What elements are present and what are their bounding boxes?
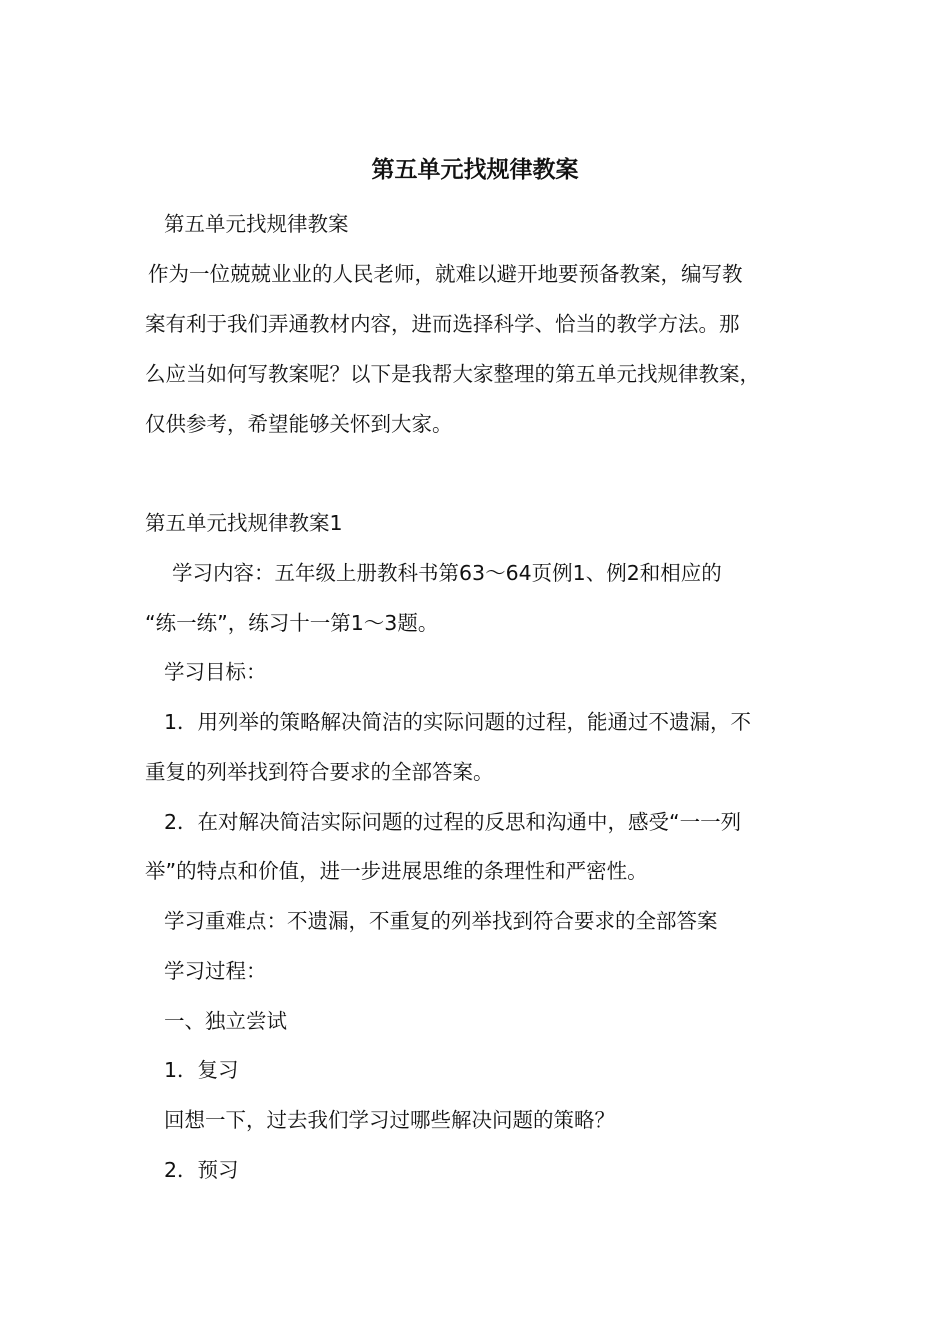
- document-title: 第五单元找规律教案: [371, 157, 579, 183]
- intro-line-2: 案有利于我们弄通教材内容，进而选择科学、恰当的教学方法。那: [145, 312, 740, 336]
- content-line-1: 学习内容：五年级上册教科书第63～64页例1、例2和相应的: [172, 561, 722, 585]
- intro-line-4: 仅供参考，希望能够关怀到大家。: [145, 412, 453, 436]
- key-points-line: 学习重难点：不遗漏，不重复的列举找到符合要求的全部答案: [164, 909, 718, 933]
- goal-2-line-1: 2．在对解决简洁实际问题的过程的反思和沟通中，感受“一一列: [164, 810, 742, 834]
- process-label: 学习过程：: [164, 959, 267, 983]
- intro-line-1: 作为一位兢兢业业的人民老师，就难以避开地要预备教案，编写教: [148, 262, 743, 286]
- section-heading: 第五单元找规律教案1: [145, 511, 343, 535]
- intro-line-3: 么应当如何写教案呢？以下是我帮大家整理的第五单元找规律教案，: [145, 362, 760, 386]
- goal-2-line-2: 举”的特点和价值，进一步进展思维的条理性和严密性。: [145, 859, 648, 883]
- content-line-2: “练一练”，练习十一第1～3题。: [145, 611, 439, 635]
- goals-label: 学习目标：: [164, 660, 267, 684]
- goal-1-line-2: 重复的列举找到符合要求的全部答案。: [145, 760, 494, 784]
- goal-1-line-1: 1．用列举的策略解决简洁的实际问题的过程，能通过不遗漏，不: [164, 710, 752, 734]
- review-label: 1．复习: [164, 1058, 239, 1082]
- step-1-heading: 一、独立尝试: [164, 1009, 287, 1033]
- preview-label: 2．预习: [164, 1158, 239, 1182]
- review-question: 回想一下，过去我们学习过哪些解决问题的策略？: [164, 1108, 615, 1132]
- subtitle-line: 第五单元找规律教案: [164, 212, 349, 236]
